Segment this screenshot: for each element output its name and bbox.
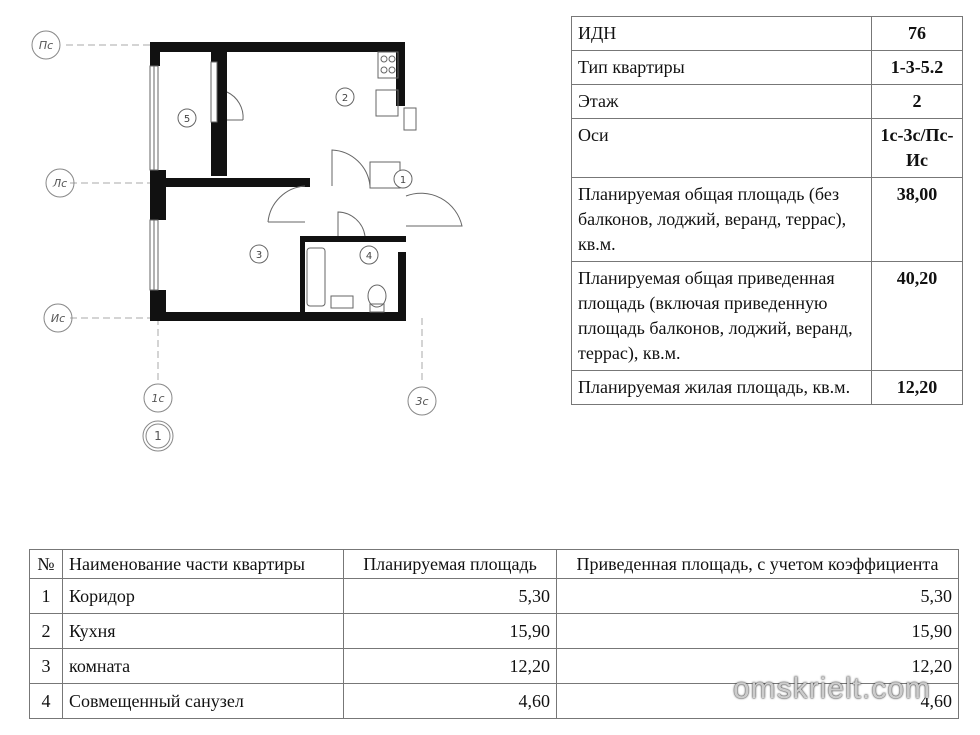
info-row-reduced-area (572, 262, 963, 371)
axis-ls-label: Лс (52, 177, 68, 190)
row-num: 1 (30, 579, 63, 614)
info-value: 1-3-5.2 (872, 51, 963, 85)
info-row-floor (572, 85, 963, 119)
room-number-1: 1 (399, 175, 407, 186)
header-reduced: Приведенная площадь, с учетом коэффициента (557, 550, 959, 579)
row-num: 2 (30, 614, 63, 649)
info-label: Оси (572, 119, 872, 178)
header-num: № (30, 550, 63, 579)
info-row-axes (572, 119, 963, 178)
room-number-3: 3 (255, 250, 263, 261)
info-label: Планируемая жилая площадь, кв.м. (572, 371, 872, 405)
info-value: 1с-3с/Пс-Ис (872, 119, 963, 178)
row-reduced: 4,60 (557, 684, 959, 719)
room-number-4: 4 (365, 251, 373, 262)
row-reduced: 15,90 (557, 614, 959, 649)
info-value: 2 (872, 85, 963, 119)
table-row (30, 579, 959, 614)
row-name: Коридор (63, 579, 344, 614)
axis-3c-label: 3с (415, 395, 429, 408)
floor-plan (0, 0, 560, 470)
info-value: 40,20 (872, 262, 963, 371)
apartment-info-table (571, 16, 963, 405)
row-area: 15,90 (344, 614, 557, 649)
row-num: 4 (30, 684, 63, 719)
info-value: 76 (872, 17, 963, 51)
row-num: 3 (30, 649, 63, 684)
row-name: Совмещенный санузел (63, 684, 344, 719)
header-area: Планируемая площадь (344, 550, 557, 579)
info-value: 38,00 (872, 178, 963, 262)
row-reduced: 12,20 (557, 649, 959, 684)
rooms-table-header (30, 550, 959, 579)
info-row-idn (572, 17, 963, 51)
axis-is-label: Ис (50, 312, 66, 325)
info-label: Этаж (572, 85, 872, 119)
info-row-living-area (572, 371, 963, 405)
header-name: Наименование части квартиры (63, 550, 344, 579)
row-name: Кухня (63, 614, 344, 649)
room-number-2: 2 (341, 93, 349, 104)
table-row (30, 614, 959, 649)
info-label: Планируемая общая площадь (без балконов, лоджий, веранд, террас), кв.м. (572, 178, 872, 262)
row-name: комната (63, 649, 344, 684)
watermark: omskrielt.com (733, 672, 932, 705)
room-number-5: 5 (183, 114, 191, 125)
info-row-type (572, 51, 963, 85)
info-label: ИДН (572, 17, 872, 51)
info-label: Тип квартиры (572, 51, 872, 85)
info-label: Планируемая общая приведенная площадь (включая приведенную площадь балконов, лоджий, веранд, террас), кв.м. (572, 262, 872, 371)
row-reduced: 5,30 (557, 579, 959, 614)
row-area: 5,30 (344, 579, 557, 614)
axis-ps-label: Пс (38, 39, 54, 52)
info-row-total-area (572, 178, 963, 262)
section-mark: 1 (154, 429, 162, 443)
row-area: 12,20 (344, 649, 557, 684)
axis-1c-label: 1с (151, 392, 165, 405)
row-area: 4,60 (344, 684, 557, 719)
info-value: 12,20 (872, 371, 963, 405)
